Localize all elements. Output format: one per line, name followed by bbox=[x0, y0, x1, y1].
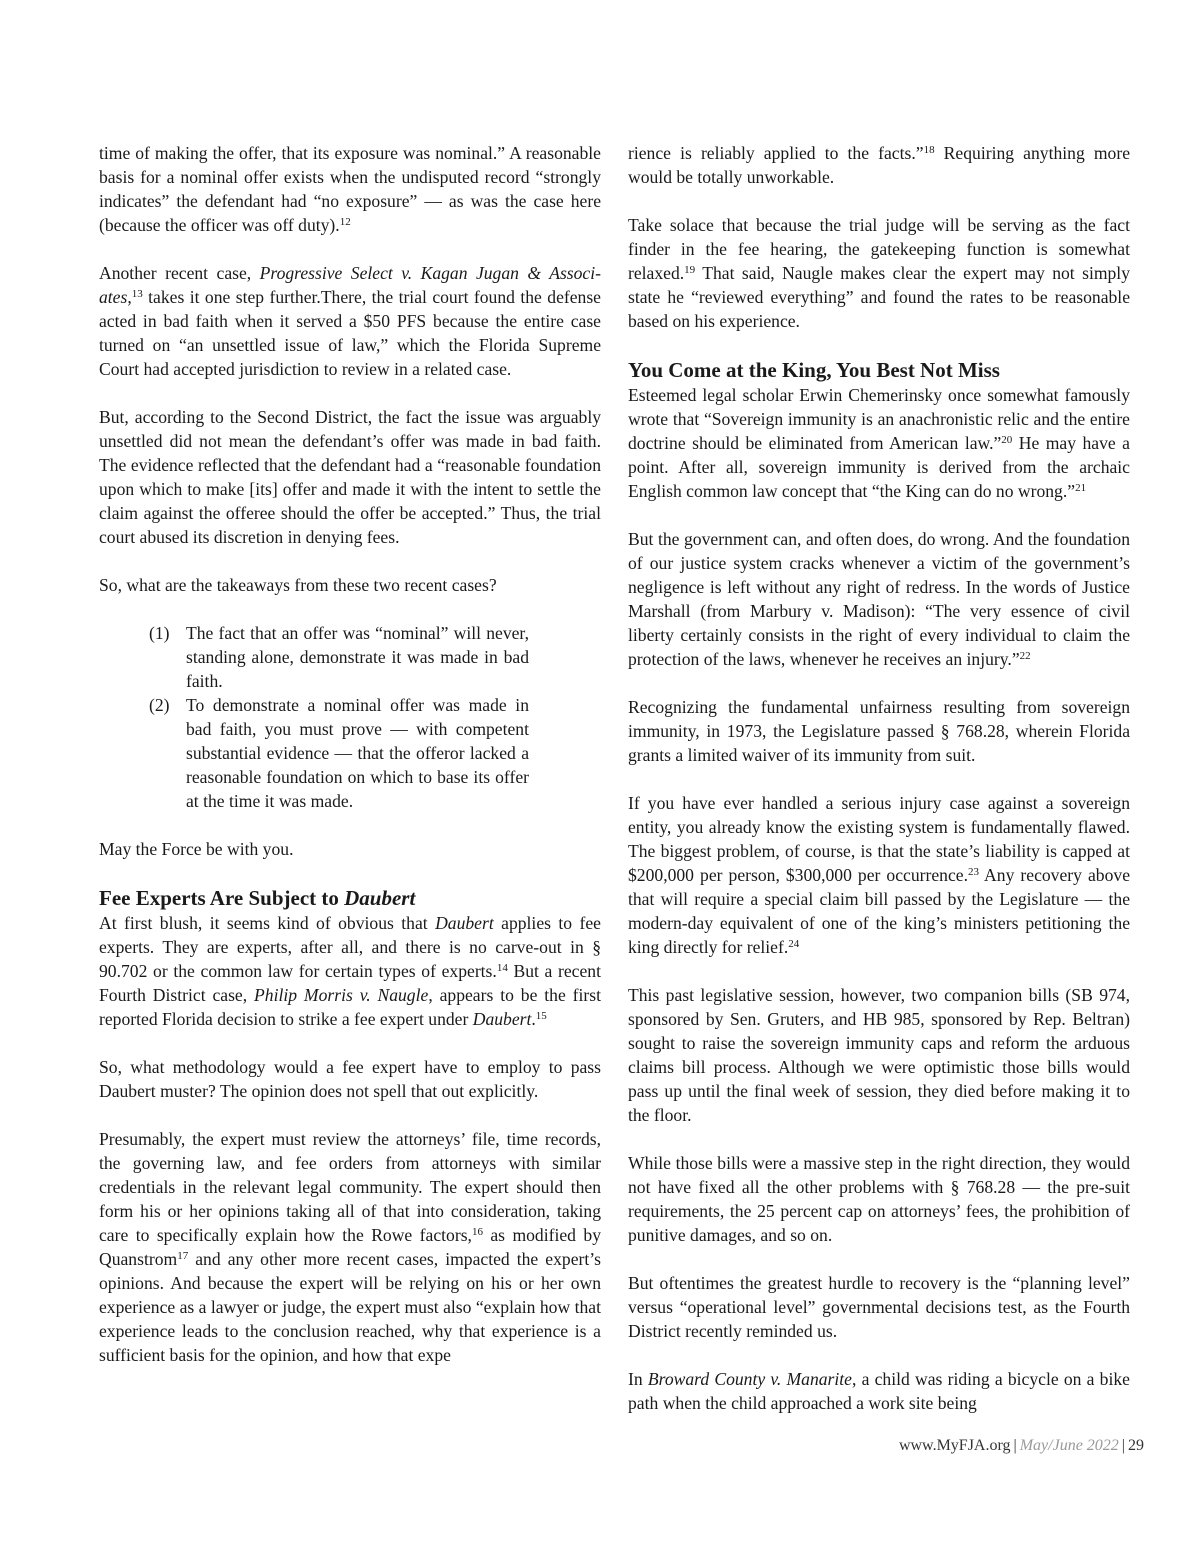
footer-separator: | bbox=[1121, 1437, 1125, 1454]
right-column bbox=[628, 141, 1130, 1439]
footnote-ref: 22 bbox=[1019, 650, 1031, 662]
footnote-ref: 12 bbox=[339, 216, 351, 228]
paragraph: Recognizing the fundamental unfairness resulting from sovereign immunity, in 1973, the Legislature passed § 768.28, wherein Florida grants a limited waiver of its immunity from suit. bbox=[628, 697, 1130, 765]
paragraph: While those bills were a massive step in the right direction, they would not have fixed all the other problems with § 768.28 — the pre-suit requirements, the 25 percent cap on attorneys’ fees, the prohibition of punitive damages, and so on. bbox=[628, 1153, 1130, 1245]
paragraph: Another recent case, Progressive Select v. Kagan Jugan & Associates,$^{13}$ takes it one step further.There, the trial court found the defense acted in bad faith when it served a $50 PFS because the entire case turned on “an unsettled issue of law,” which the Florida Supreme Court had accepted jurisdiction to review in a related case. bbox=[99, 263, 601, 379]
section-heading: Fee Experts Are Subject to Daubert bbox=[99, 886, 416, 910]
paragraph: In Broward County v. Manarite, a child was riding a bicycle on a bike path when the child approached a work site being bbox=[628, 1369, 1130, 1413]
page-footer bbox=[899, 1437, 1144, 1455]
footnote-ref: 17 bbox=[177, 1250, 189, 1262]
paragraph: Presumably, the expert must review the attorneys’ file, time records, the governing law, and fee orders from attorneys with similar credentials in the relevant legal community. The expert should then form his or her opinions taking all of that into consideration, taking care to specifically explain how the Rowe factors,$^{16}$ as modified by Quanstrom$^{17}$ and any other more recent cases, impacted the expert’s opinions. And because the expert will be relying on his or her own experience as a lawyer or judge, the expert must also “explain how that experience leads to the conclusion reached, why that experience is a sufficient basis for the opinion, and how that expe bbox=[99, 1129, 601, 1365]
case-name: Progressive Select v. Kagan Jugan & Associates bbox=[99, 263, 601, 307]
paragraph: If you have ever handled a serious injury case against a sovereign entity, you already know the existing system is fundamentally flawed. The biggest problem, of course, is that the state’s liability is capped at $200,000 per person, $300,000 per occurrence.$^{23}$ Any recovery above that will require a special claim bill passed by the Legislature — the modern-day equivalent of one of the king’s ministers petitioning the king directly for relief.$^{24}$ bbox=[628, 793, 1130, 957]
paragraph: But oftentimes the greatest hurdle to recovery is the “planning level” versus “operational level” governmental decisions test, as the Fourth District recently reminded us. bbox=[628, 1273, 1130, 1341]
left-column bbox=[99, 141, 601, 1391]
paragraph: But, according to the Second District, the fact the issue was arguably unsettled did not mean the defendant’s offer was made in bad faith. The evidence reflected that the defendant had a “reasonable foundation upon which to make [its] offer and made it with the intent to settle the claim against the offeree should the offer be accepted.” Thus, the trial court abused its discretion in denying fees. bbox=[99, 407, 601, 547]
paragraph: Esteemed legal scholar Erwin Chemerinsky once somewhat famously wrote that “Sovereign immunity is an anachronistic relic and the entire doctrine should be eliminated from American law.”$^{20}$ He may have a point. After all, sovereign immunity is derived from the archaic English common law concept that “the King can do no wrong.”$^{21}$ bbox=[628, 385, 1130, 501]
footnote-ref: 18 bbox=[923, 144, 935, 156]
footnote-ref: 13 bbox=[131, 288, 143, 300]
list-number: (2) bbox=[149, 695, 170, 715]
paragraph: rience is reliably applied to the facts.”$^{18}$ Requiring anything more would be totally unworkable. bbox=[628, 143, 1131, 187]
case-name: Daubert bbox=[472, 1009, 532, 1029]
paragraph: At first blush, it seems kind of obvious that Daubert applies to fee experts. They are experts, after all, and there is no carve-out in § 90.702 or the common law for certain types of experts.$^{14}$ But a recent Fourth District case, Philip Morris v. Naugle, appears to be the first reported Florida decision to strike a fee expert under Daubert.$^{15}$ bbox=[99, 913, 601, 1029]
footnote-ref: 23 bbox=[967, 866, 979, 878]
footnote-ref: 14 bbox=[496, 962, 508, 974]
paragraph: This past legislative session, however, two companion bills (SB 974, sponsored by Sen. Gruters, and HB 985, sponsored by Rep. Beltran) sought to raise the sovereign immunity caps and reform the arduous claims bill process. Although we were optimistic those bills would pass up until the final week of session, they died before making it to the floor. bbox=[628, 985, 1130, 1125]
website-link[interactable]: www.MyFJA.org bbox=[898, 1437, 1011, 1454]
page-number: 29 bbox=[1128, 1437, 1144, 1454]
paragraph: So, what methodology would a fee expert have to employ to pass Daubert muster? The opinion does not spell that out explicitly. bbox=[99, 1057, 601, 1101]
footer-separator: | bbox=[1013, 1437, 1017, 1454]
paragraph: But the government can, and often does, do wrong. And the foundation of our justice system cracks whenever a victim of the government’s negligence is left without any right of redress. In the words of Justice Marshall (from Marbury v. Madison): “The very essence of civil liberty certainly consists in the right of every individual to claim the protection of the laws, whenever he receives an injury.”$^{22}$ bbox=[628, 529, 1130, 669]
case-name: Broward County v. Manarite bbox=[647, 1369, 852, 1389]
paragraph: Take solace that because the trial judge will be serving as the fact finder in the fee hearing, the gatekeeping function is somewhat relaxed.$^{19}$ That said, Naugle makes clear the expert may not simply state he “reviewed everything” and found the rates to be reasonable based on his experience. bbox=[628, 215, 1130, 331]
footnote-ref: 19 bbox=[684, 264, 696, 276]
footnote-ref: 21 bbox=[1075, 482, 1087, 494]
list-number: (1) bbox=[149, 623, 170, 643]
paragraph: time of making the offer, that its exposure was nominal.” A reasonable basis for a nominal offer exists when the undisputed record “strongly indicates” the defendant had “no exposure” — as was the case here (because the officer was off duty).$^{12}$ bbox=[99, 143, 601, 235]
footnote-ref: 15 bbox=[535, 1010, 547, 1022]
case-name: Daubert bbox=[435, 913, 494, 933]
footnote-ref: 24 bbox=[788, 938, 800, 950]
issue-date: May/June 2022 bbox=[1019, 1437, 1119, 1454]
footnote-ref: 20 bbox=[1001, 434, 1013, 446]
footnote-ref: 16 bbox=[471, 1226, 483, 1238]
section-heading: You Come at the King, You Best Not Miss bbox=[628, 358, 1000, 382]
list-item: (1) The fact that an offer was “nominal” will never, standing alone, demonstrate it was made in bad faith. bbox=[149, 623, 529, 691]
case-name: Philip Morris v. Naugle bbox=[254, 985, 429, 1005]
paragraph: May the Force be with you. bbox=[99, 839, 294, 859]
takeaways-list bbox=[149, 621, 529, 813]
list-item: (2) To demonstrate a nominal offer was made in bad faith, you must prove — with competent substantial evidence — that the offeror lacked a reasonable foundation on which to base its offer at the time it was made. bbox=[149, 695, 529, 811]
paragraph: So, what are the takeaways from these two recent cases? bbox=[99, 575, 497, 595]
